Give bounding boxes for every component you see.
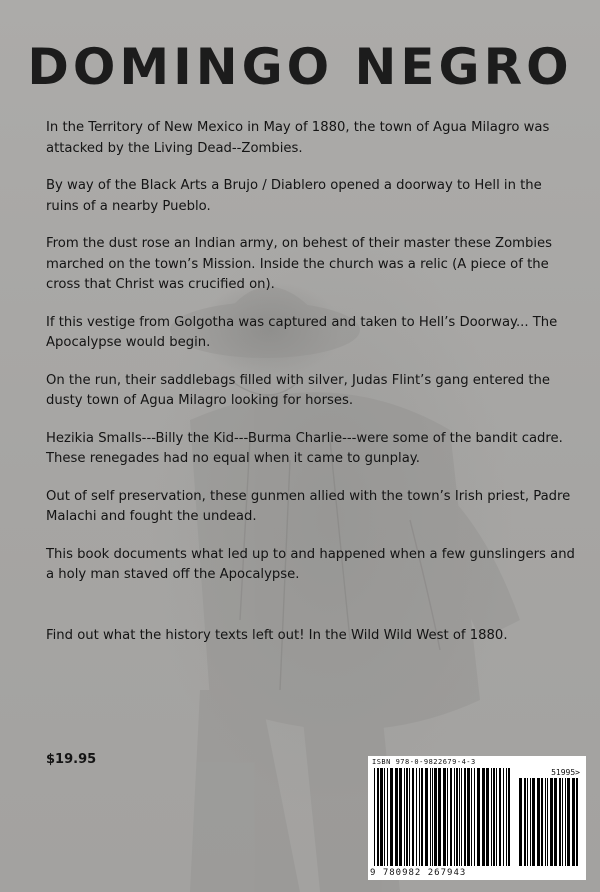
tagline: Find out what the history texts left out! In the Wild Wild West of 1880. [46,627,508,643]
barcode-bar [434,768,437,866]
barcode-bar [471,768,472,866]
price-addon-barcode-bars [519,778,581,866]
barcode-bar [412,768,414,866]
synopsis [46,118,576,663]
barcode-bar [554,778,557,866]
price-code: 51995> [551,768,580,777]
isbn-label: ISBN 978-0-9822679-4-3 [372,758,476,766]
barcode-bar [519,778,522,866]
synopsis-paragraph: From the dust rose an Indian army, on behest of their master these Zombies marched on the town’s Mission. Inside the church was a relic (A piece of the cross that Christ was crucified on). [46,236,552,292]
barcode-bar [406,768,408,866]
barcode-bar [438,768,441,866]
ean-digits: 9 780982 267943 [370,868,467,878]
barcode-bar [430,768,431,866]
barcode-bar [572,778,575,866]
barcode-bar [409,768,410,866]
barcode-bar [432,768,433,866]
barcode-bar [474,768,475,866]
synopsis-paragraph: In the Territory of New Mexico in May of 1880, the town of Agua Milagro was attacked by the Living Dead--Zombies. [46,120,550,156]
barcode-bar [508,768,510,866]
barcode-bar [399,768,402,866]
synopsis-paragraph: Out of self preservation, these gunmen allied with the town’s Irish priest, Padre Malachi and fought the undead. [46,488,571,524]
barcode-bar [562,778,563,866]
synopsis-paragraph: Hezikia Smalls---Billy the Kid---Burma Charlie---were some of the bandit cadre. These renegades had no equal when it came to gunplay. [46,430,563,466]
barcode-bar [404,768,405,866]
barcode-bar [447,768,448,866]
barcode-bar [506,768,507,866]
barcode-bar [464,768,466,866]
barcode-bar [387,768,388,866]
barcode-bar [419,768,420,866]
barcode-bar [576,778,578,866]
barcode-bar [416,768,417,866]
price-label: $19.95 [46,752,97,767]
barcode-bar [530,778,531,866]
barcode-bar [477,768,480,866]
barcode-bar [461,768,462,866]
barcode-bar [395,768,398,866]
synopsis-paragraph: By way of the Black Arts a Brujo / Diablero opened a doorway to Hell in the ruins of a nearby Pueblo. [46,178,542,214]
barcode-bar [421,768,423,866]
barcode-bar [467,768,470,866]
barcode-bar [559,778,561,866]
barcode-bar [377,768,379,866]
barcode-bar [486,768,489,866]
barcode-bar [532,778,535,866]
barcode-bar [565,778,566,866]
synopsis-paragraph: This book documents what led up to and happened when a few gunslingers and a holy man staved off the Apocalypse. [46,546,575,582]
barcode-bar [374,768,375,866]
isbn-barcode [368,756,586,880]
barcode-bar [482,768,485,866]
synopsis-paragraph: If this vestige from Golgotha was captured and taken to Hell’s Doorway... The Apocalypse would begin. [46,314,558,350]
barcode-bar [547,778,548,866]
barcode-bar [503,768,504,866]
barcode-bar [567,778,570,866]
barcode-bar [499,768,501,866]
barcode-bar [545,778,546,866]
barcode-bar [443,768,446,866]
barcode-bar [493,768,495,866]
barcode-bar [524,778,526,866]
barcode-bar [459,768,460,866]
barcode-bar [380,768,383,866]
barcode-bar [550,778,553,866]
barcode-bar [384,768,385,866]
book-title: DOMINGO NEGRO [27,38,573,96]
barcode-bar [537,778,540,866]
barcode-bar [425,768,428,866]
barcode-bar [450,768,452,866]
barcode-bar [390,768,393,866]
barcode-bar [454,768,455,866]
barcode-bar [491,768,492,866]
ean-barcode-bars [374,768,514,866]
barcode-bar [456,768,458,866]
barcode-bar [496,768,497,866]
barcode-bar [541,778,543,866]
synopsis-paragraph: On the run, their saddlebags filled with silver, Judas Flint’s gang entered the dusty town of Agua Milagro looking for horses. [46,372,551,408]
barcode-bar [527,778,528,866]
